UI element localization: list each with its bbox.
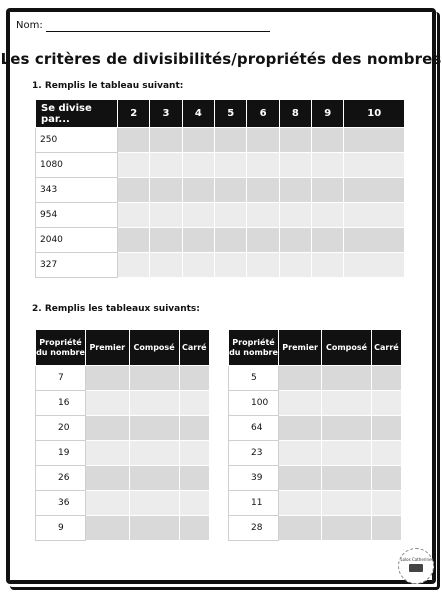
answer-cell[interactable]: [118, 128, 150, 153]
answer-cell[interactable]: [279, 228, 311, 253]
answer-cell[interactable]: [118, 153, 150, 178]
table-row: [229, 516, 402, 541]
table-row: [229, 416, 402, 441]
number-cell: 28: [229, 516, 279, 541]
divisor-header: 9: [312, 100, 344, 128]
answer-cell[interactable]: [150, 203, 182, 228]
page-title: Les critères de divisibilités/propriétés des nombres: [0, 50, 442, 68]
table-row: [36, 416, 210, 441]
answer-cell[interactable]: [279, 203, 311, 228]
answer-cell[interactable]: [322, 391, 372, 416]
answer-cell[interactable]: [179, 416, 209, 441]
divisibility-table: [35, 99, 405, 278]
table-row: [36, 366, 210, 391]
property-header: Propriété du nombre: [229, 330, 279, 366]
book-icon: [409, 564, 423, 572]
section2-instruction: 2. Remplis les tableaux suivants:: [32, 304, 200, 314]
number-cell: 20: [36, 416, 86, 441]
answer-cell[interactable]: [150, 128, 182, 153]
number-cell: 64: [229, 416, 279, 441]
answer-cell[interactable]: [371, 416, 401, 441]
answer-cell[interactable]: [344, 178, 405, 203]
answer-cell[interactable]: [371, 466, 401, 491]
answer-cell[interactable]: [179, 441, 209, 466]
answer-cell[interactable]: [129, 391, 179, 416]
property-column-header: Carré: [179, 330, 209, 366]
answer-cell[interactable]: [86, 366, 130, 391]
table-row: [36, 491, 210, 516]
divisor-header: 6: [247, 100, 279, 128]
property-column-header: Composé: [322, 330, 372, 366]
answer-cell[interactable]: [344, 228, 405, 253]
name-label: Nom:: [16, 20, 43, 31]
logo-text: Lolos Catherine: [400, 557, 432, 562]
number-cell: 5: [229, 366, 279, 391]
answer-cell[interactable]: [279, 178, 311, 203]
answer-cell[interactable]: [322, 366, 372, 391]
answer-cell[interactable]: [86, 491, 130, 516]
number-cell: 11: [229, 491, 279, 516]
answer-cell[interactable]: [322, 491, 372, 516]
number-cell: 9: [36, 516, 86, 541]
divisibility-header-label: Se divise par...: [36, 100, 118, 128]
divisor-header: 3: [150, 100, 182, 128]
answer-cell[interactable]: [247, 203, 279, 228]
answer-cell[interactable]: [215, 178, 247, 203]
answer-cell[interactable]: [312, 253, 344, 278]
divisor-header: 4: [182, 100, 214, 128]
answer-cell[interactable]: [182, 203, 214, 228]
answer-cell[interactable]: [247, 128, 279, 153]
answer-cell[interactable]: [150, 178, 182, 203]
number-cell: 23: [229, 441, 279, 466]
table-row: [36, 228, 405, 253]
answer-cell[interactable]: [182, 128, 214, 153]
answer-cell[interactable]: [279, 253, 311, 278]
answer-cell[interactable]: [247, 178, 279, 203]
table-row: [36, 391, 210, 416]
table-row: [36, 253, 405, 278]
answer-cell[interactable]: [150, 228, 182, 253]
answer-cell[interactable]: [279, 128, 311, 153]
answer-cell[interactable]: [247, 153, 279, 178]
table-row: [36, 516, 210, 541]
answer-cell[interactable]: [215, 153, 247, 178]
table-row: [36, 153, 405, 178]
answer-cell[interactable]: [179, 466, 209, 491]
answer-cell[interactable]: [215, 228, 247, 253]
answer-cell[interactable]: [312, 178, 344, 203]
answer-cell[interactable]: [86, 391, 130, 416]
answer-cell[interactable]: [312, 153, 344, 178]
number-cell: 19: [36, 441, 86, 466]
answer-cell[interactable]: [150, 153, 182, 178]
answer-cell[interactable]: [247, 228, 279, 253]
answer-cell[interactable]: [371, 491, 401, 516]
property-column-header: Carré: [371, 330, 401, 366]
answer-cell[interactable]: [182, 228, 214, 253]
author-logo: [398, 548, 434, 584]
answer-cell[interactable]: [322, 416, 372, 441]
answer-cell[interactable]: [279, 366, 322, 391]
answer-cell[interactable]: [129, 416, 179, 441]
answer-cell[interactable]: [279, 491, 322, 516]
properties-table-left: [35, 329, 210, 541]
property-header: Propriété du nombre: [36, 330, 86, 366]
answer-cell[interactable]: [312, 128, 344, 153]
answer-cell[interactable]: [179, 366, 209, 391]
answer-cell[interactable]: [279, 391, 322, 416]
answer-cell[interactable]: [129, 441, 179, 466]
answer-cell[interactable]: [215, 203, 247, 228]
answer-cell[interactable]: [279, 466, 322, 491]
number-cell: 7: [36, 366, 86, 391]
answer-cell[interactable]: [129, 491, 179, 516]
number-cell: 39: [229, 466, 279, 491]
answer-cell[interactable]: [179, 391, 209, 416]
answer-cell[interactable]: [322, 516, 372, 541]
table-row: [36, 203, 405, 228]
answer-cell[interactable]: [371, 441, 401, 466]
answer-cell[interactable]: [86, 516, 130, 541]
answer-cell[interactable]: [179, 516, 209, 541]
answer-cell[interactable]: [279, 153, 311, 178]
property-column-header: Premier: [86, 330, 130, 366]
answer-cell[interactable]: [129, 516, 179, 541]
table-row: [36, 128, 405, 153]
answer-cell[interactable]: [371, 516, 401, 541]
number-cell: 26: [36, 466, 86, 491]
table-row: [229, 366, 402, 391]
name-input-line[interactable]: [46, 31, 270, 32]
answer-cell[interactable]: [118, 178, 150, 203]
divisor-header: 10: [344, 100, 405, 128]
answer-cell[interactable]: [86, 441, 130, 466]
answer-cell[interactable]: [344, 153, 405, 178]
answer-cell[interactable]: [215, 128, 247, 153]
property-column-header: Composé: [129, 330, 179, 366]
table-row: [229, 391, 402, 416]
answer-cell[interactable]: [129, 366, 179, 391]
answer-cell[interactable]: [182, 178, 214, 203]
answer-cell[interactable]: [312, 203, 344, 228]
number-cell: 2040: [36, 228, 118, 253]
answer-cell[interactable]: [182, 253, 214, 278]
answer-cell[interactable]: [150, 253, 182, 278]
number-cell: 100: [229, 391, 279, 416]
number-cell: 343: [36, 178, 118, 203]
property-column-header: Premier: [279, 330, 322, 366]
answer-cell[interactable]: [371, 366, 401, 391]
answer-cell[interactable]: [344, 253, 405, 278]
answer-cell[interactable]: [215, 253, 247, 278]
answer-cell[interactable]: [118, 203, 150, 228]
answer-cell[interactable]: [118, 228, 150, 253]
answer-cell[interactable]: [86, 466, 130, 491]
divisor-header: 8: [279, 100, 311, 128]
table-row: [36, 178, 405, 203]
answer-cell[interactable]: [322, 441, 372, 466]
answer-cell[interactable]: [179, 491, 209, 516]
number-cell: 36: [36, 491, 86, 516]
answer-cell[interactable]: [279, 416, 322, 441]
properties-table-right: [228, 329, 402, 541]
number-cell: 250: [36, 128, 118, 153]
answer-cell[interactable]: [182, 153, 214, 178]
answer-cell[interactable]: [279, 441, 322, 466]
answer-cell[interactable]: [279, 516, 322, 541]
table-row: [36, 466, 210, 491]
answer-cell[interactable]: [129, 466, 179, 491]
answer-cell[interactable]: [86, 416, 130, 441]
table-row: [229, 466, 402, 491]
answer-cell[interactable]: [344, 203, 405, 228]
answer-cell[interactable]: [322, 466, 372, 491]
answer-cell[interactable]: [371, 391, 401, 416]
answer-cell[interactable]: [118, 253, 150, 278]
answer-cell[interactable]: [344, 128, 405, 153]
table-row: [229, 441, 402, 466]
number-cell: 1080: [36, 153, 118, 178]
number-cell: 16: [36, 391, 86, 416]
section1-instruction: 1. Remplis le tableau suivant:: [32, 81, 184, 91]
answer-cell[interactable]: [247, 253, 279, 278]
number-cell: 954: [36, 203, 118, 228]
divisor-header: 2: [118, 100, 150, 128]
number-cell: 327: [36, 253, 118, 278]
table-row: [229, 491, 402, 516]
table-row: [36, 441, 210, 466]
divisor-header: 5: [215, 100, 247, 128]
answer-cell[interactable]: [312, 228, 344, 253]
